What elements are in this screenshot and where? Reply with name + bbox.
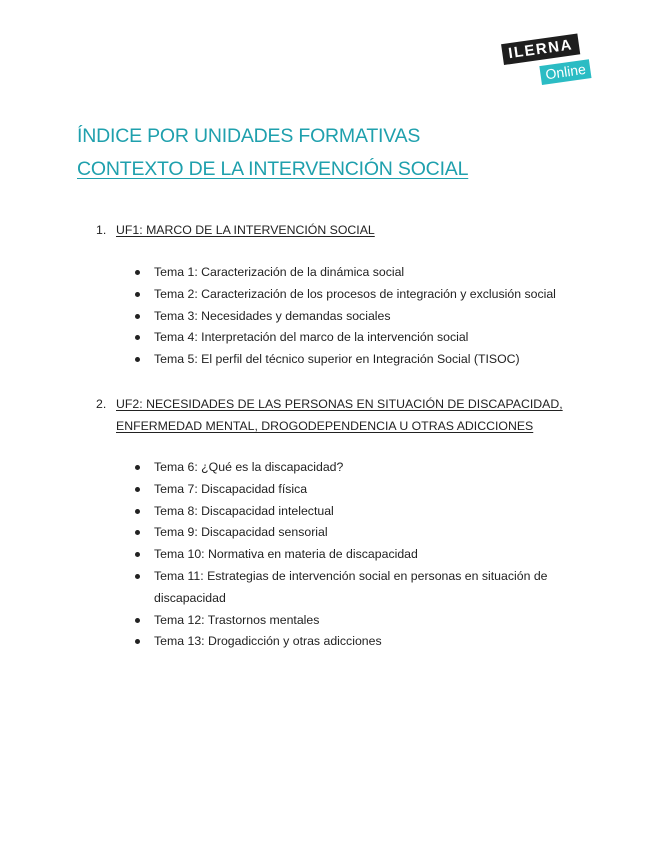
topic-item	[135, 479, 575, 501]
topic-label: Tema 3: Necesidades y demandas sociales	[154, 308, 391, 323]
unit-number: 1.	[96, 223, 107, 237]
topic-item	[135, 457, 575, 479]
bullet-icon	[135, 530, 140, 535]
topic-label: Tema 1: Caracterización de la dinámica social	[154, 265, 405, 279]
bullet-icon	[135, 574, 140, 579]
bullet-icon	[135, 335, 140, 340]
logo-word-ilerna: ILERNA	[501, 34, 580, 65]
unit-title-link[interactable]: UF1: MARCO DE LA INTERVENCIÓN SOCIAL	[116, 223, 375, 237]
topic-label: Tema 10: Normativa en materia de discapacidad	[154, 547, 418, 562]
topic-item	[135, 327, 575, 349]
topic-label: Tema 2: Caracterización de los procesos de integración y exclusión social	[154, 286, 556, 301]
bullet-icon	[135, 618, 140, 623]
bullet-icon	[135, 552, 140, 557]
bullet-icon	[135, 357, 140, 362]
topic-item	[135, 349, 575, 371]
unit-2-topic-list	[135, 457, 575, 653]
topic-label: Tema 5: El perfil del técnico superior en Integración Social (TISOC)	[154, 352, 520, 367]
bullet-icon	[135, 314, 140, 319]
topic-item	[135, 610, 575, 632]
topic-item	[135, 631, 575, 653]
topic-label: Tema 9: Discapacidad sensorial	[154, 525, 328, 540]
topic-label: Tema 11: Estrategias de intervención social en personas en situación de discapacidad	[154, 568, 548, 605]
bullet-icon	[135, 270, 140, 275]
bullet-icon	[135, 292, 140, 297]
topic-item	[135, 284, 575, 306]
unit-2-heading	[96, 394, 566, 437]
index-heading: ÍNDICE POR UNIDADES FORMATIVAS	[77, 125, 421, 147]
unit-1-heading	[96, 220, 566, 242]
topic-item	[135, 522, 575, 544]
unit-1-topic-list	[135, 262, 575, 371]
topic-item	[135, 566, 575, 610]
unit-number: 2.	[96, 397, 107, 411]
topic-item	[135, 544, 575, 566]
bullet-icon	[135, 465, 140, 470]
bullet-icon	[135, 509, 140, 514]
logo-word-online: Online	[539, 59, 592, 85]
bullet-icon	[135, 639, 140, 644]
unit-title-link[interactable]: UF2: NECESIDADES DE LAS PERSONAS EN SITUACIÓN DE DISCAPACIDAD, ENFERMEDAD MENTAL, DROGODEPENDENCIA U OTRAS ADICCIONES	[116, 397, 563, 433]
topic-item	[135, 262, 575, 284]
topic-label: Tema 6: ¿Qué es la discapacidad?	[154, 460, 344, 474]
topic-item	[135, 501, 575, 523]
topic-label: Tema 13: Drogadicción y otras adicciones	[154, 634, 382, 649]
topic-label: Tema 12: Trastornos mentales	[154, 612, 320, 627]
topic-label: Tema 4: Interpretación del marco de la intervención social	[154, 330, 469, 345]
module-title: CONTEXTO DE LA INTERVENCIÓN SOCIAL	[77, 158, 469, 180]
bullet-icon	[135, 487, 140, 492]
topic-label: Tema 8: Discapacidad intelectual	[154, 503, 334, 518]
topic-label: Tema 7: Discapacidad física	[154, 481, 308, 496]
topic-item	[135, 306, 575, 328]
ilerna-online-logo	[504, 36, 604, 94]
